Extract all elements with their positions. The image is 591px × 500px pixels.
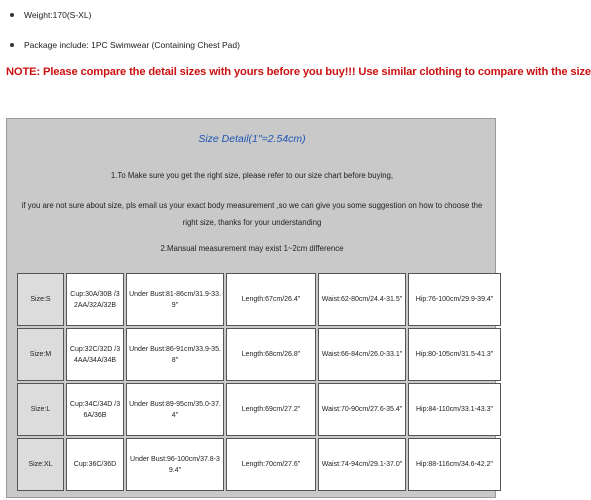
cup-cell: Cup:34C/34D /36A/36B [66,383,124,436]
bullet-text-package: Package include: 1PC Swimwear (Containing Chest Pad) [24,40,240,50]
bullet-icon [10,13,14,17]
waist-cell: Waist:62-80cm/24.4-31.5" [318,273,406,326]
size-detail-title: Size Detail(1"=2.54cm) [198,133,306,145]
under-bust-cell: Under Bust:86-91cm/33.9-35.8" [126,328,224,381]
bullet-icon [10,43,14,47]
length-cell: Length:68cm/26.8" [226,328,316,381]
under-bust-cell: Under Bust:89-95cm/35.0-37.4" [126,383,224,436]
hip-cell: Hip:76-100cm/29.9-39.4" [408,273,501,326]
waist-cell: Waist:70-90cm/27.6-35.4" [318,383,406,436]
size-instruction-1: 1.To Make sure you get the right size, please refer to our size chart before buying, [110,171,394,180]
length-cell: Length:70cm/27.6" [226,438,316,491]
waist-cell: Waist:66-84cm/26.0-33.1" [318,328,406,381]
length-cell: Length:69cm/27.2" [226,383,316,436]
length-cell: Length:67cm/26.4" [226,273,316,326]
size-detail-panel [6,118,496,498]
cup-cell: Cup:36C/36D [66,438,124,491]
size-detail-header [7,119,497,269]
cup-cell: Cup:32C/32D /34AA/34A/34B [66,328,124,381]
size-cell: Size:M [17,328,64,381]
size-cell: Size:XL [17,438,64,491]
hip-cell: Hip:88-116cm/34.6-42.2" [408,438,501,491]
waist-cell: Waist:74-94cm/29.1-37.0" [318,438,406,491]
table-row [17,273,501,326]
table-row [17,328,501,381]
size-cell: Size:S [17,273,64,326]
table-row [17,383,501,436]
under-bust-cell: Under Bust:81-86cm/31.9-33.9" [126,273,224,326]
hip-cell: Hip:84-110cm/33.1-43.3" [408,383,501,436]
size-instruction-3: 2.Mansual measurement may exist 1~2cm difference [160,244,344,253]
under-bust-cell: Under Bust:96-100cm/37.8-39.4" [126,438,224,491]
size-cell: Size:L [17,383,64,436]
bullet-text-weight: Weight:170(S-XL) [24,10,92,20]
feature-list [0,6,500,66]
cup-cell: Cup:30A/30B /32AA/32A/32B [66,273,124,326]
size-instruction-2: if you are not sure about size, pls email us your exact body measurement ,so we can give you some suggestion on how to choose the right size, thanks for your understanding [21,201,483,227]
list-item [0,36,500,54]
table-row [17,438,501,491]
hip-cell: Hip:80-105cm/31.5-41.3" [408,328,501,381]
size-note: NOTE: Please compare the detail sizes with yours before you buy!!! Use similar clothing to compare with the size [6,66,591,78]
list-item [0,6,500,24]
size-chart-table [15,271,503,493]
